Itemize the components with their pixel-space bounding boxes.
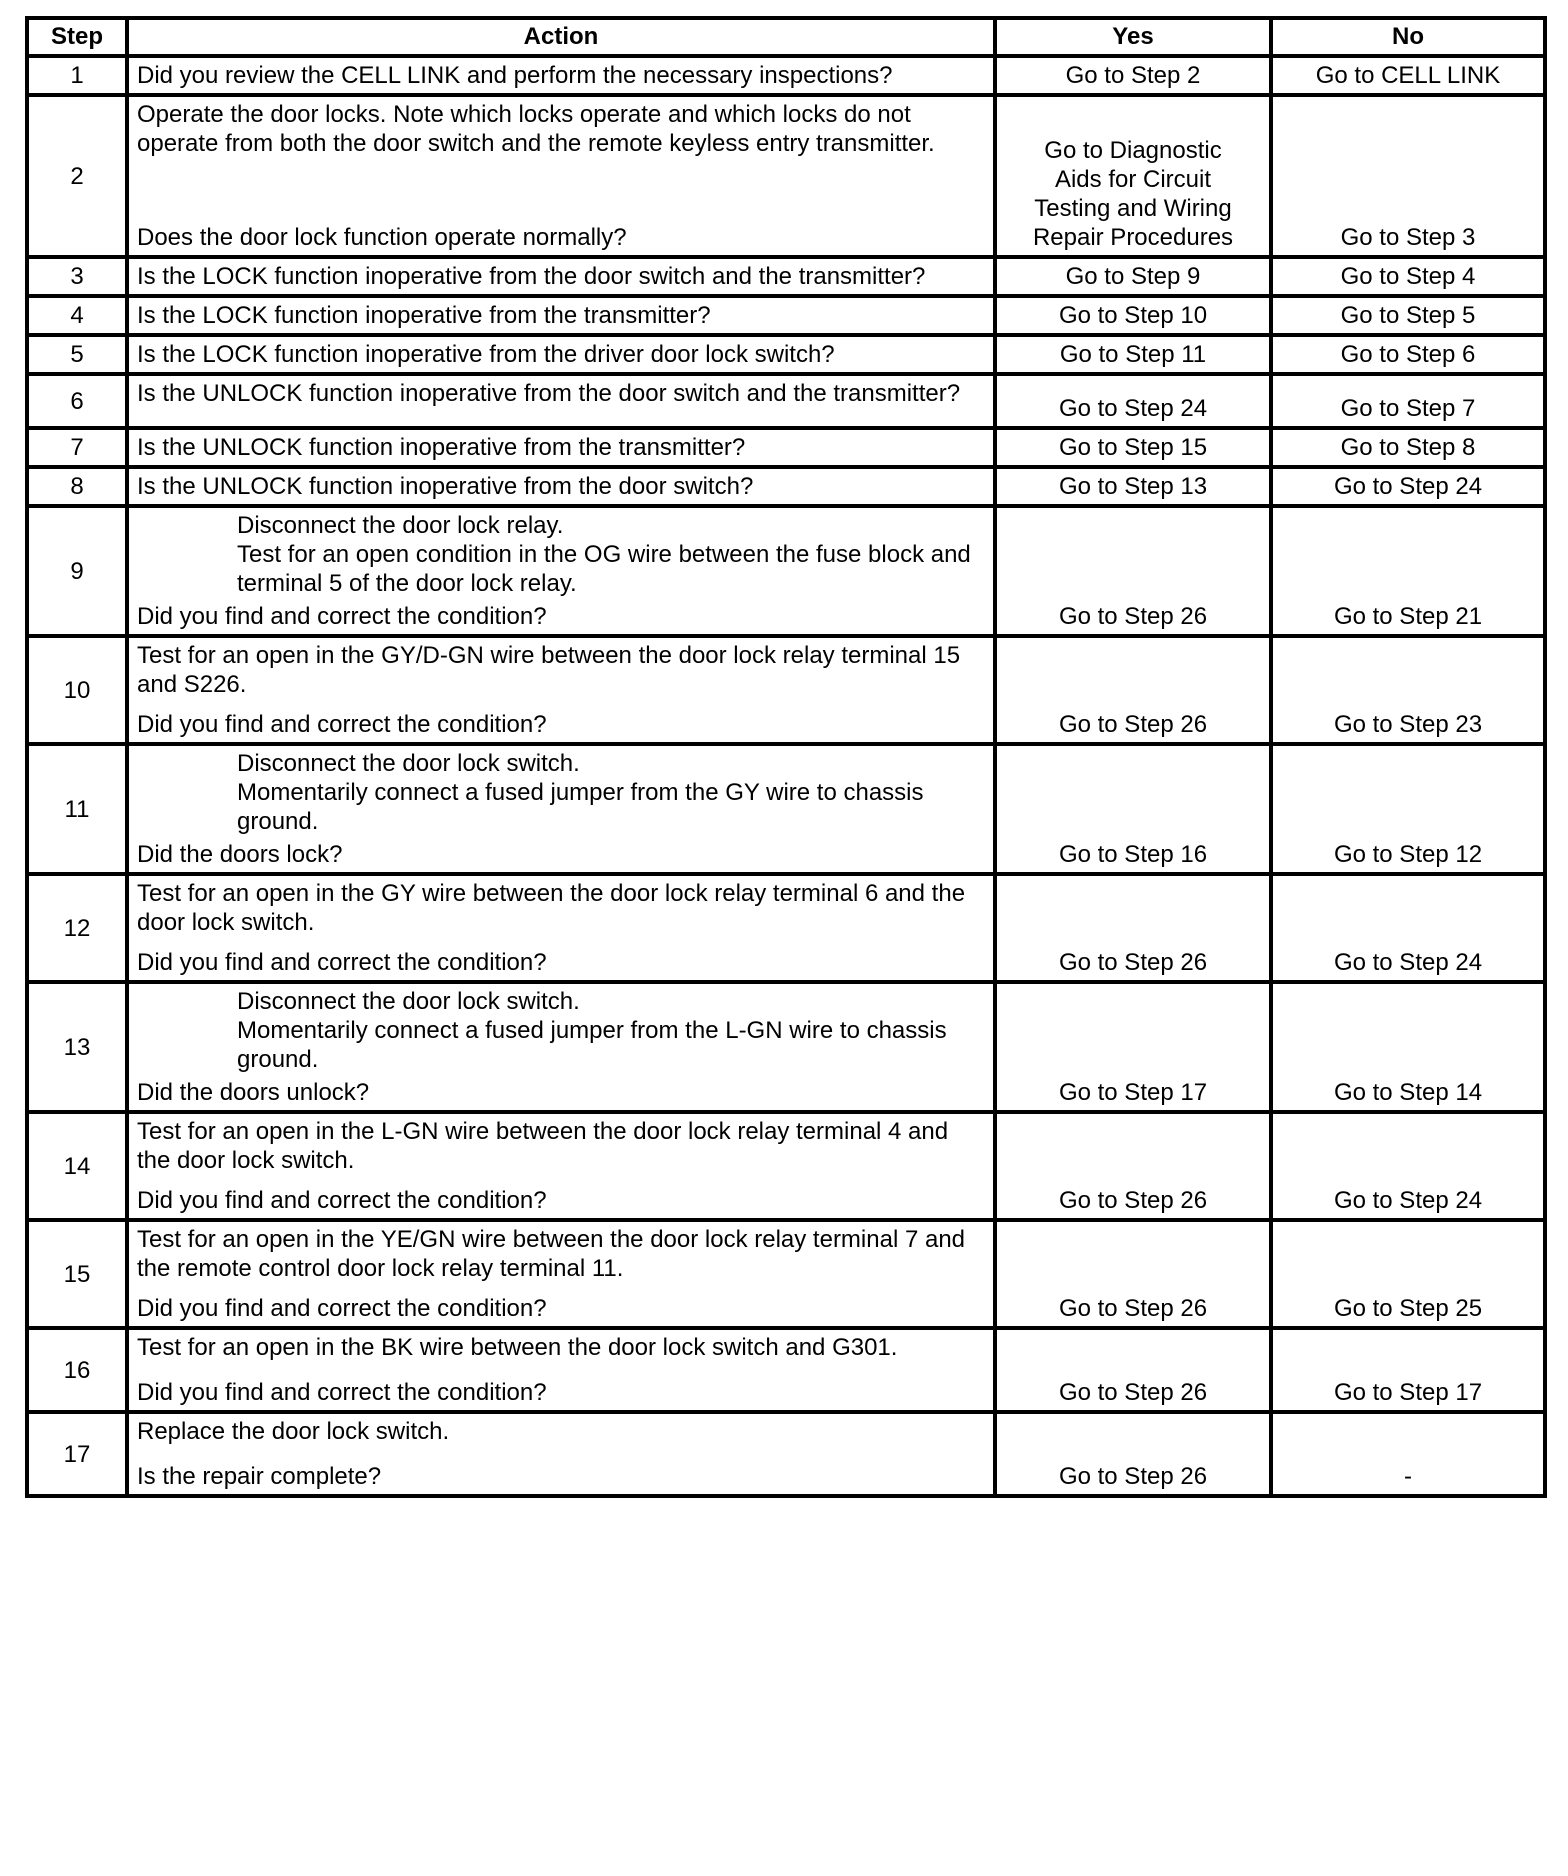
action-instruction: Operate the door locks. Note which locks operate and which locks do not operate from both the door switch and the remote keyless entry transmitter.: [137, 101, 935, 157]
table-row: [27, 1220, 1545, 1328]
table-row: [27, 1328, 1545, 1412]
action-content: [137, 1417, 985, 1491]
yes-result: Go to Step 26: [995, 506, 1271, 636]
action-cell: [127, 982, 995, 1112]
action-content: [137, 749, 985, 869]
action-instruction: Replace the door lock switch.: [137, 1418, 450, 1445]
no-result: Go to Step 23: [1271, 636, 1545, 744]
header-step: Step: [27, 18, 127, 56]
action-content: [137, 61, 985, 90]
no-result: Go to Step 25: [1271, 1220, 1545, 1328]
action-content: [137, 301, 985, 330]
action-cell: [127, 1220, 995, 1328]
action-instruction: Disconnect the door lock switch. Momentarily connect a fused jumper from the L-GN wire to chassis ground.: [237, 988, 947, 1073]
action-question: Is the UNLOCK function inoperative from the door switch?: [137, 473, 754, 500]
table-row: [27, 874, 1545, 982]
no-result: Go to Step 24: [1271, 467, 1545, 506]
no-result: Go to Step 12: [1271, 744, 1545, 874]
action-question: Is the UNLOCK function inoperative from the door switch and the transmitter?: [137, 380, 961, 407]
table-row: [27, 257, 1545, 296]
step-number: 14: [27, 1112, 127, 1220]
yes-result: Go to Step 24: [995, 374, 1271, 428]
step-number: 2: [27, 95, 127, 257]
action-cell: [127, 374, 995, 428]
action-content: [137, 879, 985, 977]
action-content: [137, 472, 985, 501]
step-number: 4: [27, 296, 127, 335]
no-result: Go to Step 24: [1271, 874, 1545, 982]
action-question: Does the door lock function operate normally?: [137, 224, 627, 251]
no-result: Go to Step 17: [1271, 1328, 1545, 1412]
action-content: [137, 987, 985, 1107]
yes-result: Go to Step 16: [995, 744, 1271, 874]
action-cell: [127, 874, 995, 982]
action-question: Did you review the CELL LINK and perform the necessary inspections?: [137, 62, 893, 89]
step-number: 5: [27, 335, 127, 374]
step-number: 6: [27, 374, 127, 428]
table-row: [27, 296, 1545, 335]
step-number: 11: [27, 744, 127, 874]
action-question: Is the UNLOCK function inoperative from the transmitter?: [137, 434, 746, 461]
yes-result: Go to Step 26: [995, 1328, 1271, 1412]
action-content: [137, 433, 985, 462]
action-cell: [127, 467, 995, 506]
action-question: Did you find and correct the condition?: [137, 1295, 547, 1322]
action-instruction: Test for an open in the BK wire between the door lock switch and G301.: [137, 1334, 898, 1361]
table-row: [27, 428, 1545, 467]
action-cell: [127, 1328, 995, 1412]
action-content: [137, 1225, 985, 1323]
no-result: Go to Step 8: [1271, 428, 1545, 467]
step-number: 3: [27, 257, 127, 296]
action-cell: [127, 506, 995, 636]
action-content: [137, 641, 985, 739]
step-number: 15: [27, 1220, 127, 1328]
yes-result: Go to Step 26: [995, 1112, 1271, 1220]
step-number: 17: [27, 1412, 127, 1496]
yes-result: Go to Step 10: [995, 296, 1271, 335]
action-question: Is the LOCK function inoperative from the door switch and the transmitter?: [137, 263, 926, 290]
step-number: 1: [27, 56, 127, 95]
action-cell: [127, 1412, 995, 1496]
action-cell: [127, 744, 995, 874]
no-result: Go to Step 7: [1271, 374, 1545, 428]
table-row: [27, 1112, 1545, 1220]
step-number: 7: [27, 428, 127, 467]
table-row: [27, 1412, 1545, 1496]
table-row: [27, 744, 1545, 874]
diagnostic-table: [25, 16, 1547, 1498]
action-question: Is the LOCK function inoperative from the transmitter?: [137, 302, 711, 329]
header-no: No: [1271, 18, 1545, 56]
action-cell: [127, 335, 995, 374]
yes-result: Go to Step 26: [995, 636, 1271, 744]
table-row: [27, 636, 1545, 744]
action-question: Did you find and correct the condition?: [137, 603, 547, 630]
yes-result: Go to Step 26: [995, 874, 1271, 982]
action-instruction: Test for an open in the GY wire between the door lock relay terminal 6 and the door lock switch.: [137, 880, 966, 936]
action-question: Is the LOCK function inoperative from the driver door lock switch?: [137, 341, 835, 368]
no-result: -: [1271, 1412, 1545, 1496]
step-number: 9: [27, 506, 127, 636]
action-instruction: Test for an open in the GY/D-GN wire between the door lock relay terminal 15 and S226.: [137, 642, 961, 698]
action-instruction: Disconnect the door lock relay. Test for an open condition in the OG wire between the fuse block and terminal 5 of the door lock relay.: [237, 512, 971, 597]
action-question: Did you find and correct the condition?: [137, 1379, 547, 1406]
step-number: 13: [27, 982, 127, 1112]
action-cell: [127, 428, 995, 467]
table-row: [27, 467, 1545, 506]
action-content: [137, 379, 985, 423]
action-question: Is the repair complete?: [137, 1463, 382, 1490]
action-cell: [127, 1112, 995, 1220]
step-number: 10: [27, 636, 127, 744]
table-row: [27, 335, 1545, 374]
action-content: [137, 1117, 985, 1215]
yes-result: Go to Step 9: [995, 257, 1271, 296]
yes-result: Go to Step 26: [995, 1220, 1271, 1328]
action-cell: [127, 56, 995, 95]
yes-result: Go to Step 13: [995, 467, 1271, 506]
action-question: Did you find and correct the condition?: [137, 1187, 547, 1214]
action-instruction: Test for an open in the L-GN wire between the door lock relay terminal 4 and the door lock switch.: [137, 1118, 949, 1174]
no-result: Go to Step 6: [1271, 335, 1545, 374]
step-number: 8: [27, 467, 127, 506]
table-row: [27, 506, 1545, 636]
action-content: [137, 511, 985, 631]
yes-result: Go to Step 2: [995, 56, 1271, 95]
action-content: [137, 1333, 985, 1407]
step-number: 12: [27, 874, 127, 982]
action-question: Did the doors lock?: [137, 841, 343, 868]
yes-result: Go to Step 26: [995, 1412, 1271, 1496]
action-cell: [127, 257, 995, 296]
header-action: Action: [127, 18, 995, 56]
action-question: Did the doors unlock?: [137, 1079, 370, 1106]
table-row: [27, 95, 1545, 257]
action-instruction: Test for an open in the YE/GN wire between the door lock relay terminal 7 and the remote control door lock relay terminal 11.: [137, 1226, 966, 1282]
action-content: [137, 340, 985, 369]
no-result: Go to Step 3: [1271, 95, 1545, 257]
step-number: 16: [27, 1328, 127, 1412]
table-row: [27, 374, 1545, 428]
yes-result: Go to Step 15: [995, 428, 1271, 467]
no-result: Go to Step 21: [1271, 506, 1545, 636]
yes-result: Go to Step 11: [995, 335, 1271, 374]
no-result: Go to Step 4: [1271, 257, 1545, 296]
table-body: [27, 56, 1545, 1496]
table-row: [27, 56, 1545, 95]
no-result: Go to Step 24: [1271, 1112, 1545, 1220]
action-instruction: Disconnect the door lock switch. Momentarily connect a fused jumper from the GY wire to chassis ground.: [237, 750, 924, 835]
action-cell: [127, 95, 995, 257]
action-content: [137, 100, 985, 252]
action-content: [137, 262, 985, 291]
header-yes: Yes: [995, 18, 1271, 56]
yes-result: Go to Step 17: [995, 982, 1271, 1112]
action-question: Did you find and correct the condition?: [137, 711, 547, 738]
header-row: [27, 18, 1545, 56]
action-cell: [127, 636, 995, 744]
no-result: Go to CELL LINK: [1271, 56, 1545, 95]
no-result: Go to Step 14: [1271, 982, 1545, 1112]
action-question: Did you find and correct the condition?: [137, 949, 547, 976]
table-row: [27, 982, 1545, 1112]
yes-result: Go to Diagnostic Aids for Circuit Testing and Wiring Repair Procedures: [995, 95, 1271, 257]
no-result: Go to Step 5: [1271, 296, 1545, 335]
action-cell: [127, 296, 995, 335]
